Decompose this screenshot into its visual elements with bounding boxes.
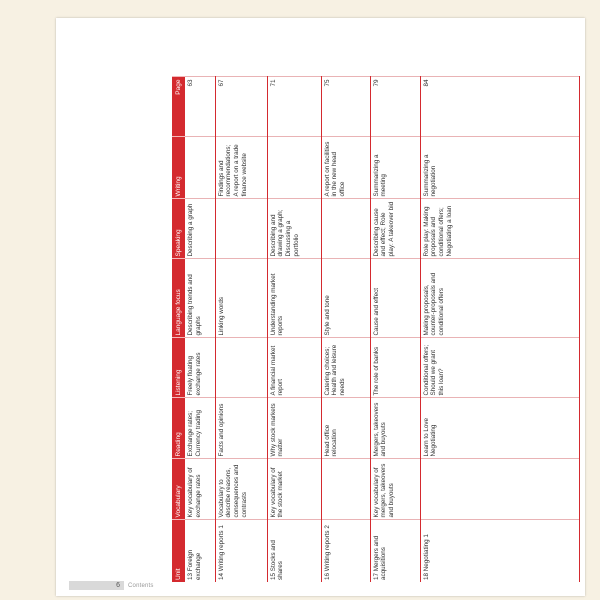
language-focus-cell: Understanding market reports	[267, 259, 321, 338]
writing-cell: Summarizing a meeting	[370, 137, 420, 199]
language-focus-cell: Making proposals, counter-proposals and conditional offers	[420, 259, 580, 338]
speaking-cell	[321, 199, 370, 259]
page-cell: 63	[185, 77, 215, 137]
contents-table	[172, 77, 580, 583]
contents-table-wrapper	[172, 77, 580, 582]
speaking-cell: Role play: Making proposals and conditional offers; Negotiating a loan	[420, 199, 580, 259]
speaking-cell: Describing and drawing a graph; Discussing a portfolio	[267, 199, 321, 259]
header-speaking: Speaking	[172, 199, 185, 259]
speaking-cell: Describing a graph	[185, 199, 215, 259]
table-row	[267, 77, 321, 582]
writing-cell	[185, 137, 215, 199]
header-vocabulary: Vocabulary	[172, 459, 185, 520]
speaking-cell: Describing cause and effect; Role play: A takeover bid	[370, 199, 420, 259]
language-focus-cell: Linking words	[215, 259, 267, 338]
unit-cell: 15 Stocks and shares	[267, 520, 321, 582]
header-writing: Writing	[172, 137, 185, 199]
vocabulary-cell: Vocabulary to describe reasons, consequences and contrasts	[215, 459, 267, 520]
header-unit: Unit	[172, 520, 185, 582]
reading-cell: Facts and opinions	[215, 398, 267, 459]
page-cell: 71	[267, 77, 321, 137]
reading-cell: Exchange rates; Currency trading	[185, 398, 215, 459]
page-cell: 67	[215, 77, 267, 137]
vocabulary-cell: Key vocabulary of the stock market	[267, 459, 321, 520]
page-cell: 79	[370, 77, 420, 137]
table-row	[215, 77, 267, 582]
vocabulary-cell	[321, 459, 370, 520]
page-cell: 84	[420, 77, 580, 137]
listening-cell: Freely floating exchange rates	[185, 338, 215, 398]
page-cell: 75	[321, 77, 370, 137]
header-listening: Listening	[172, 338, 185, 398]
book-page	[56, 18, 585, 596]
header-language-focus: Language focus	[172, 259, 185, 338]
unit-cell: 17 Mergers and acquisitions	[370, 520, 420, 582]
listening-cell	[215, 338, 267, 398]
listening-cell: Catering choices; Health and leisure needs	[321, 338, 370, 398]
table-row	[321, 77, 370, 582]
writing-cell: Summarizing a negotiation	[420, 137, 580, 199]
rotated-table-area	[172, 77, 580, 582]
listening-cell: A financial market report	[267, 338, 321, 398]
writing-cell: Findings and recommendations; A report on a trade finance website	[215, 137, 267, 199]
vocabulary-cell	[420, 459, 580, 520]
reading-cell: Learn to Love Negotiating	[420, 398, 580, 459]
footer-label: Contents	[128, 582, 154, 589]
unit-cell: 16 Writing reports 2	[321, 520, 370, 582]
listening-cell: The role of banks	[370, 338, 420, 398]
writing-cell: A report on facilities in the new head office	[321, 137, 370, 199]
table-row	[370, 77, 420, 582]
language-focus-cell: Cause and effect	[370, 259, 420, 338]
listening-cell: Conditional offers; Should we grant this loan?	[420, 338, 580, 398]
reading-cell: Mergers, takeovers and buyouts	[370, 398, 420, 459]
unit-cell: 13 Foreign exchange	[185, 520, 215, 582]
table-row	[185, 77, 215, 582]
header-page: Page	[172, 77, 185, 137]
vocabulary-cell: Key vocabulary of exchange rates	[185, 459, 215, 520]
reading-cell: Head office relocation	[321, 398, 370, 459]
speaking-cell	[215, 199, 267, 259]
language-focus-cell: Describing trends and graphs	[185, 259, 215, 338]
unit-cell: 18 Negotiating 1	[420, 520, 580, 582]
unit-cell: 14 Writing reports 1	[215, 520, 267, 582]
header-reading: Reading	[172, 398, 185, 459]
vocabulary-cell: Key vocabulary of mergers, takeovers and buyouts	[370, 459, 420, 520]
table-header-row	[172, 77, 185, 582]
page-footer	[69, 580, 329, 591]
table-row	[420, 77, 580, 582]
writing-cell	[267, 137, 321, 199]
footer-page-number: 6	[69, 581, 124, 590]
language-focus-cell: Style and tone	[321, 259, 370, 338]
reading-cell: Why stock markets matter	[267, 398, 321, 459]
